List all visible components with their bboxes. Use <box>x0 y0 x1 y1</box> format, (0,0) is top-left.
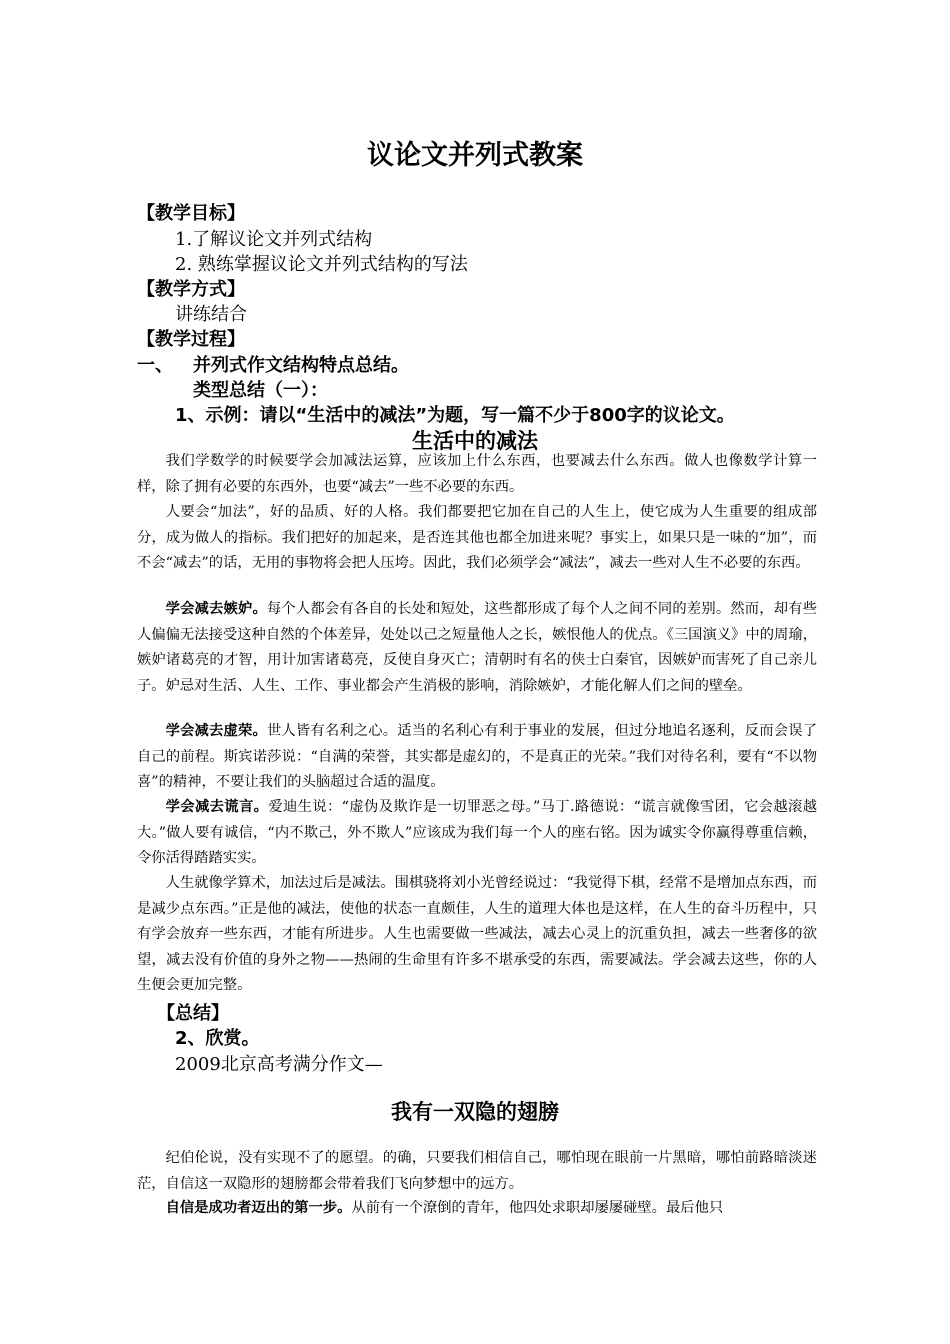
essay-1-paragraph-2: 人要会“加法”，好的品质、好的人格。我们都要把它加在自己的人生上，使它成为人生重要的组成部分，成为做人的指标。我们把好的加起来，是否连其他也都全加进来呢？事实上，如果只是一味的“加”，而不会“减去”的话，无用的事物将会把人压垮。因此，我们必须学会“减法”，减去一些对人生不必要的东西。 <box>137 504 817 572</box>
essay-1-paragraph-1: 我们学数学的时候要学会加减法运算，应该加上什么东西，也要减去什么东西。做人也像数学计算一样，除了拥有必要的东西外，也要“减去”一些不必要的东西。 <box>137 453 817 495</box>
paragraph-5-lead: 学会减去谎言。 <box>165 799 269 815</box>
paragraph-3-lead: 学会减去嫉妒。 <box>165 601 267 617</box>
type-summary-heading: 类型总结（一）： <box>193 380 328 401</box>
paragraph-4-body: 世人皆有名利之心。适当的名利心有利于事业的发展，但过分地追名逐利，反而会误了自己的前程。斯宾诺莎说：“自满的荣誉，其实都是虚幻的，不是真正的光荣。”我们对待名利，要有“不以物喜”的精神，不要让我们的头脑超过合适的温度。 <box>137 723 817 791</box>
paragraph-3-body: 每个人都会有各自的长处和短处，这些都形成了每个人之间不同的差别。然而，却有些人偏偏无法接受这种自然的个体差异，处处以己之短量他人之长，嫉恨他人的优点。《三国演义》中的周瑜，嫉妒诸葛亮的才智，用计加害诸葛亮，反使自身灭亡；清朝时有名的侠士白秦官，因嫉妒而害死了自己亲儿子。妒忌对生活、人生、工作、事业都会产生消极的影响，消除嫉妒，才能化解人们之间的壁垒。 <box>137 601 817 694</box>
paragraph-4-lead: 学会减去虚荣。 <box>165 723 267 739</box>
goal-item-1: 1.了解议论文并列式结构 <box>175 229 373 250</box>
teaching-method-heading: 【教学方式】 <box>137 279 245 300</box>
paragraph-5-body: 爱迪生说：“虚伪及欺诈是一切罪恶之母。”马丁.路德说：“谎言就像雪团，它会越滚越大。”做人要有诚信，“内不欺己，外不欺人”应该成为我们每一个人的座右铭。因为诚实令你赢得尊重信赖，令你活得踏踏实实。 <box>137 799 817 867</box>
summary-heading: 【总结】 <box>157 1003 229 1024</box>
section-1-number: 一、 <box>137 355 173 376</box>
essay-2-title: 我有一双隐的翅膀 <box>391 1100 559 1124</box>
essay-2-paragraph-2-lead: 自信是成功者迈出的第一步。 <box>165 1200 352 1216</box>
essay-2-source: 2009北京高考满分作文— <box>175 1054 383 1075</box>
essay-1-paragraph-3 <box>137 597 817 699</box>
essay-1-paragraph-4 <box>137 719 817 796</box>
teaching-method-text: 讲练结合 <box>175 304 247 325</box>
teaching-goals-heading: 【教学目标】 <box>137 203 245 224</box>
essay-1-paragraph-6: 人生就像学算术，加法过后是减法。围棋骁将刘小光曾经说过：“我觉得下棋，经常不是增加点东西，而是减少点东西。”正是他的减法，使他的状态一直颇佳，人生的道理大体也是这样，在人生的奋斗历程中，只有学会放弃一些东西，才能有所进步。人生也需要做一些减法，减去心灵上的沉重负担，减去一些奢侈的欲望，减去没有价值的身外之物——热闹的生命里有许多不堪承受的东西，需要减法。学会减去这些，你的人生便会更加完整。 <box>137 875 817 994</box>
document-title: 议论文并列式教案 <box>367 140 583 171</box>
essay-2-paragraph-2-body: 从前有一个潦倒的青年，他四处求职却屡屡碰壁。最后他只 <box>351 1200 724 1216</box>
essay-1-paragraph-5 <box>137 795 817 872</box>
appreciate-heading: 2、欣赏。 <box>175 1028 260 1049</box>
essay-2-paragraph-1: 纪伯伦说，没有实现不了的愿望。的确，只要我们相信自己，哪怕现在眼前一片黑暗，哪怕前路暗淡迷茫，自信这一双隐形的翅膀都会带着我们飞向梦想中的远方。 <box>137 1150 817 1192</box>
example-prompt: 1、示例：请以“生活中的减法”为题，写一篇不少于800字的议论文。 <box>175 405 735 426</box>
goal-item-2: 2. 熟练掌握议论文并列式结构的写法 <box>175 254 468 275</box>
essay-1-title: 生活中的减法 <box>412 429 538 453</box>
section-1-title: 并列式作文结构特点总结。 <box>193 355 409 376</box>
teaching-process-heading: 【教学过程】 <box>137 329 245 350</box>
essay-2-paragraph-2 <box>137 1196 817 1222</box>
